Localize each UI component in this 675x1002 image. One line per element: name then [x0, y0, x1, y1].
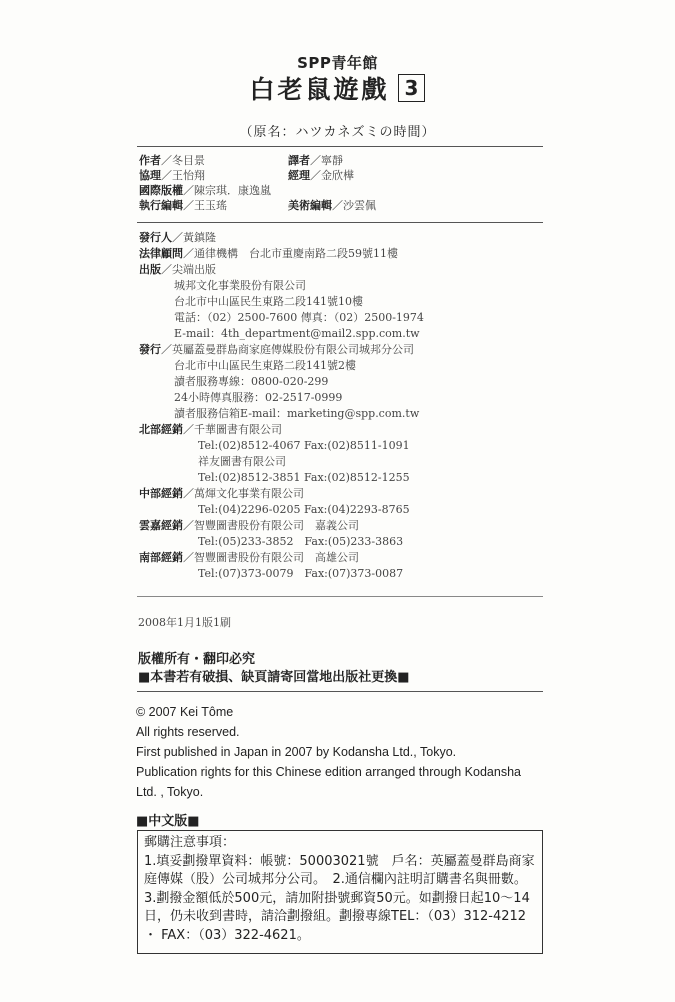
- notice-body: 1.填妥劃撥單資料：帳號：50003021號 戶名：英屬蓋曼群島商家庭傳媒（股）公司城邦分公司。 2.通信欄內註明訂購書名與冊數。3.劃撥金額低於500元，請加附掛號郵資50元。如劃撥日起10～14日，仍未收到書時，請洽劃撥組。劃撥專線TEL：（03）312-4212 ・ FAX：（03）322-4621。: [144, 853, 535, 943]
- credit-value: 王玉瑤: [194, 199, 227, 212]
- pub-value: 黃鎮隆: [183, 231, 216, 244]
- chiayi-contact: Tel:(05)233-3852 Fax:(05)233-3863: [198, 535, 404, 548]
- credit-label: 協理: [139, 169, 161, 182]
- pub-value: 智豐圖書股份有限公司 嘉義公司: [194, 519, 359, 532]
- press-email: E-mail：4th_department@mail2.spp.com.tw: [174, 327, 420, 340]
- credit-label: 作者: [139, 154, 161, 167]
- divider: [137, 146, 543, 147]
- book-title: 白老鼠遊戲: [249, 75, 390, 104]
- issue-fax-line: 24小時傳真服務：02-2517-0999: [174, 391, 343, 404]
- north-company-2: 祥友圖書有限公司: [198, 455, 286, 468]
- pub-value: 智豐圖書股份有限公司 高雄公司: [194, 551, 359, 564]
- credit-label: 譯者: [288, 154, 310, 167]
- issue-service-line: 讀者服務專線：0800-020-299: [174, 375, 329, 388]
- volume-number: 3: [398, 74, 426, 102]
- north-distributor: 北部經銷／千華圖書有限公司: [139, 423, 282, 436]
- north-contact-1: Tel:(02)8512-4067 Fax:(02)8511-1091: [198, 439, 410, 452]
- publication-rights-line-2: Ltd. , Tokyo.: [136, 785, 204, 799]
- damage-notice: ■本書若有破損、缺頁請寄回當地出版社更換■: [138, 670, 410, 685]
- credit-label: 執行編輯: [139, 199, 183, 212]
- pub-label: 中部經銷: [139, 487, 183, 500]
- publication-rights-line: Publication rights for this Chinese edition arranged through Kodansha: [136, 765, 521, 779]
- press-address: 台北市中山區民生東路二段141號10樓: [174, 295, 363, 308]
- pub-label: 發行: [139, 343, 161, 356]
- mail-order-notice: [137, 830, 543, 954]
- credit-value: 寧靜: [321, 154, 343, 167]
- divider: [137, 596, 543, 597]
- pub-label: 北部經銷: [139, 423, 183, 436]
- rights-reserved: 版權所有・翻印必究: [138, 652, 256, 667]
- pub-value: 千華圖書有限公司: [194, 423, 282, 436]
- press-company: 城邦文化事業股份有限公司: [174, 279, 306, 292]
- credit-executive-editor: 執行編輯／王玉瑤: [139, 199, 227, 212]
- credit-value: 王怡翔: [172, 169, 205, 182]
- south-distributor: 南部經銷／智豐圖書股份有限公司 高雄公司: [139, 551, 359, 564]
- credit-value: 沙雲佩: [343, 199, 376, 212]
- issue-email: 讀者服務信箱E-mail：marketing@spp.com.tw: [174, 407, 420, 420]
- notice-heading: 郵購注意事項：: [144, 835, 236, 850]
- credit-author: 作者／冬目景: [139, 154, 205, 167]
- publisher-line: 發行人／黃鎮隆: [139, 231, 216, 244]
- edition-line: 2008年1月1版1刷: [138, 616, 231, 629]
- credit-label: 國際版權: [139, 184, 183, 197]
- chinese-edition-label: ■中文版■: [136, 814, 200, 829]
- issue-line: 發行／英屬蓋曼群島商家庭傳媒股份有限公司城邦分公司: [139, 343, 414, 356]
- pub-label: 南部經銷: [139, 551, 183, 564]
- all-rights-line: All rights reserved.: [136, 725, 240, 739]
- press-phone: 電話：（02）2500-7600 傳真：（02）2500-1974: [174, 311, 424, 324]
- credit-international-rights: 國際版權／陳宗琪．康逸嵐: [139, 184, 271, 197]
- original-title: （原名：ハツカネズミの時間）: [239, 125, 436, 140]
- title-row: [0, 70, 675, 106]
- pub-label: 雲嘉經銷: [139, 519, 183, 532]
- south-contact: Tel:(07)373-0079 Fax:(07)373-0087: [198, 567, 404, 580]
- credit-art-editor: 美術編輯／沙雲佩: [288, 199, 376, 212]
- chiayi-distributor: 雲嘉經銷／智豐圖書股份有限公司 嘉義公司: [139, 519, 359, 532]
- press-line: 出版／尖端出版: [139, 263, 216, 276]
- divider: [137, 222, 543, 223]
- copyright-line: © 2007 Kei Tôme: [136, 705, 234, 719]
- divider: [137, 691, 543, 692]
- credit-associate-manager: 協理／王怡翔: [139, 169, 205, 182]
- pub-value: 尖端出版: [172, 263, 216, 276]
- pub-value: 萬煇文化事業有限公司: [194, 487, 304, 500]
- pub-label: 法律顧問: [139, 247, 183, 260]
- first-published-line: First published in Japan in 2007 by Kodansha Ltd., Tokyo.: [136, 745, 457, 759]
- pub-value: 英屬蓋曼群島商家庭傳媒股份有限公司城邦分公司: [172, 343, 414, 356]
- credit-label: 美術編輯: [288, 199, 332, 212]
- pub-value: 通律機構 台北市重慶南路二段59號11樓: [194, 247, 398, 260]
- pub-label: 出版: [139, 263, 161, 276]
- north-contact-2: Tel:(02)8512-3851 Fax:(02)8512-1255: [198, 471, 410, 484]
- central-contact: Tel:(04)2296-0205 Fax:(04)2293-8765: [198, 503, 410, 516]
- credit-translator: 譯者／寧靜: [288, 154, 343, 167]
- credit-value: 陳宗琪．康逸嵐: [194, 184, 271, 197]
- credit-value: 冬目景: [172, 154, 205, 167]
- credit-label: 經理: [288, 169, 310, 182]
- series-name: SPP青年館: [297, 54, 378, 72]
- legal-line: 法律顧問／通律機構 台北市重慶南路二段59號11樓: [139, 247, 398, 260]
- central-distributor: 中部經銷／萬煇文化事業有限公司: [139, 487, 304, 500]
- credit-value: 金欣樺: [321, 169, 354, 182]
- issue-address: 台北市中山區民生東路二段141號2樓: [174, 359, 356, 372]
- credit-manager: 經理／金欣樺: [288, 169, 354, 182]
- pub-label: 發行人: [139, 231, 172, 244]
